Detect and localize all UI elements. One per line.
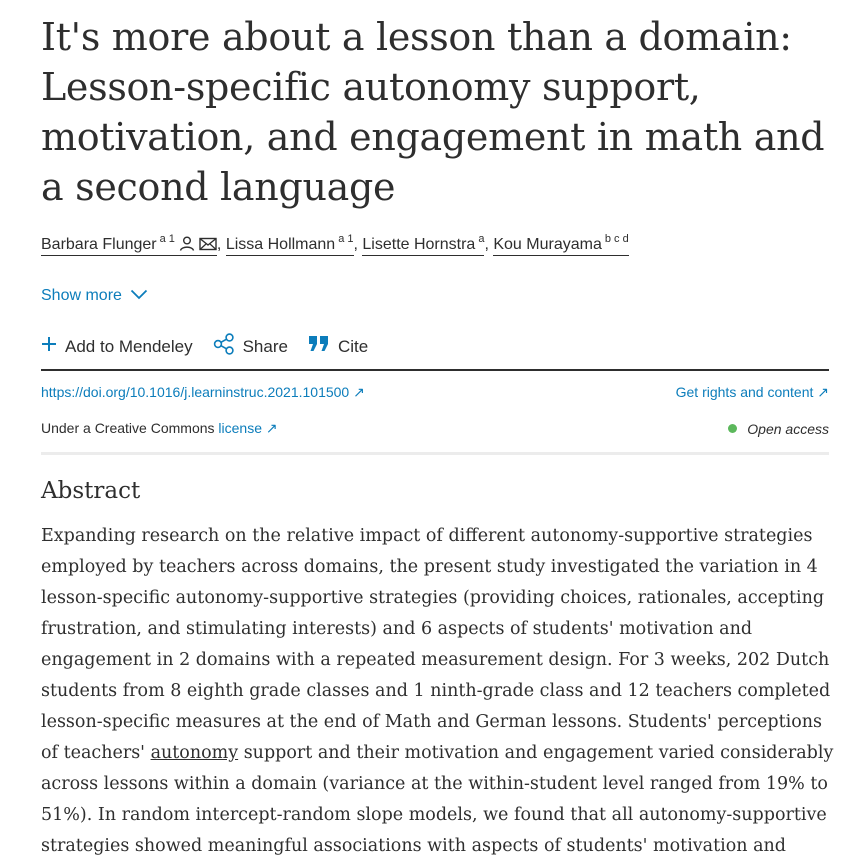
author-link[interactable]: Kou Murayama $^{b c d}$: [493, 236, 628, 256]
chevron-down-icon: [130, 287, 148, 305]
get-rights-link[interactable]: Get rights and content ↗: [675, 384, 829, 400]
divider: [41, 369, 829, 371]
add-to-mendeley-button[interactable]: Add to Mendeley: [41, 336, 193, 357]
abstract-text: Expanding research on the relative impact of different autonomy-supportive strategies employed by teachers across domains, the present study investigated the variation in 4 lesson-specific autonomy-supportive strategies (providing choices, rationales, accepting frustration, and stimulating interests) and 6 aspects of students' motivation and engagement in 2 domains with a repeated measurement design. For 3 weeks, 202 Dutch students from 8 eighth grade classes and 1 ninth-grade class and 12 teachers completed lesson-specific measures at the end of Math and German lessons. Students' perceptions of teachers' autonomy support and their motivation and engagement varied considerably across lessons within a domain (variance at the within-student level ranged from 19% to 51%). In random intercept-random slope models, we found that all autonomy-supportive strategies showed meaningful associations with aspects of students' motivation and: [41, 526, 834, 856]
article-actions: [41, 333, 388, 360]
open-access-badge: Open access: [728, 420, 829, 437]
article-title: It's more about a lesson than a domain: Lesson-specific autonomy support, motivation, and engagement in math and a second language: [41, 15, 825, 209]
divider: [41, 452, 829, 455]
abstract-heading: Abstract: [41, 478, 141, 504]
author-link[interactable]: Lisette Hornstra $^a$: [362, 236, 484, 256]
doi-row: [41, 384, 829, 401]
quote-icon: [308, 335, 330, 358]
autonomy-link[interactable]: autonomy: [150, 743, 239, 763]
license-row: [41, 420, 829, 437]
author-link[interactable]: Lissa Hollmann $^{a 1}$: [226, 236, 354, 256]
open-access-dot-icon: [728, 424, 737, 433]
envelope-icon: [199, 237, 217, 256]
show-more-button[interactable]: Show more: [41, 287, 148, 305]
person-icon: [179, 236, 195, 256]
author-list: Barbara Flunger $^{a 1}$ , Lissa Hollmann $^{a 1}$, Lisette Hornstra $^a$, Kou Murayama $^{b c d}$: [41, 236, 629, 256]
license-text: Under a Creative Commons license ↗: [41, 420, 278, 436]
doi-link[interactable]: https://doi.org/10.1016/j.learninstruc.2021.101500 ↗: [41, 384, 365, 400]
share-button[interactable]: Share: [213, 333, 288, 360]
plus-icon: [41, 336, 57, 357]
share-icon: [213, 333, 235, 360]
license-link[interactable]: license ↗: [218, 420, 278, 436]
cite-button[interactable]: Cite: [308, 335, 368, 358]
author-link[interactable]: Barbara Flunger $^{a 1}$: [41, 236, 217, 256]
